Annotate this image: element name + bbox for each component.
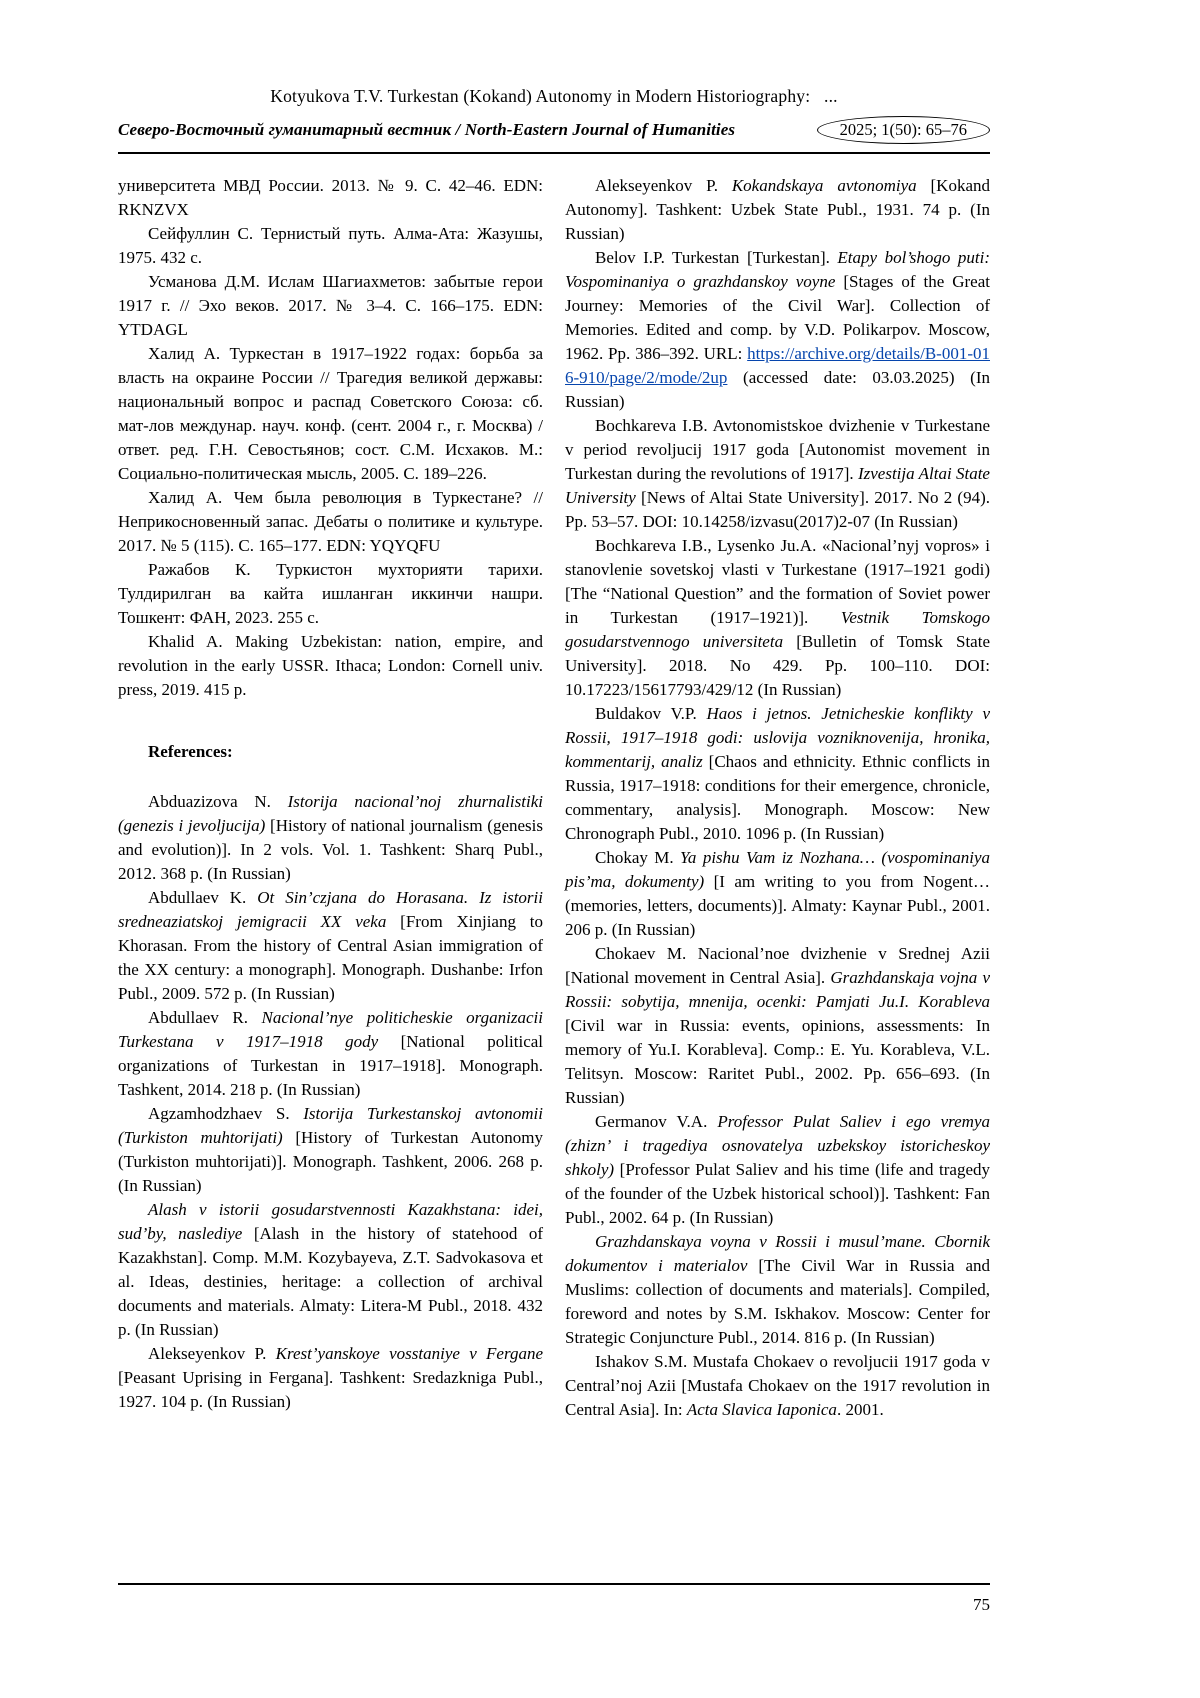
reference-url-link[interactable]: https://archive.org/details/B-001-016-910/page/2/mode/2up xyxy=(565,344,990,387)
reference-entry xyxy=(118,1006,543,1102)
reference-text: Chokay M. xyxy=(595,848,681,867)
reference-title-italic: Kokandskaya avtonomiya xyxy=(731,176,917,195)
page-header xyxy=(118,86,990,154)
reference-text: Alekseyenkov P. xyxy=(148,1344,276,1363)
reference-text: Agzamhodzhaev S. xyxy=(148,1104,304,1123)
reference-entry xyxy=(118,222,543,270)
reference-title-italic: Ot Sin’czjana do Horasana. Iz istorii sredneaziatskoj jemigracii XX veka xyxy=(118,888,543,931)
reference-entry xyxy=(118,342,543,486)
reference-title-italic: Grazhdanskaja vojna v Rossii: sobytija, mnenija, ocenki: Pamjati Ju.I. Korableva xyxy=(565,968,990,1011)
reference-entry xyxy=(118,486,543,558)
reference-text: Abdullaev K. xyxy=(148,888,258,907)
reference-title-italic: Acta Slavica Iaponica xyxy=(686,1400,837,1419)
reference-entry xyxy=(565,702,990,846)
reference-text: [Peasant Uprising in Fergana]. Tashkent: Sredazkniga Publ., 1927. 104 p. (In Russian) xyxy=(118,1368,543,1411)
reference-title-italic: Haos i jetnos. Jetnicheskie konflikty v Rossii, 1917–1918 godi: uslovija vozniknovenija, hronika, kommentarij, analiz xyxy=(565,704,990,771)
reference-text: [Bulletin of Tomsk State University]. 2018. No 429. Pp. 100–110. DOI: 10.17223/15617793/429/12 (In Russian) xyxy=(565,632,990,699)
reference-text: [National political organizations of Turkestan in 1917–1918]. Monograph. Tashkent, 2014. 218 p. (In Russian) xyxy=(118,1032,544,1099)
reference-text: Abduazizova N. xyxy=(148,792,288,811)
reference-entry xyxy=(118,790,543,886)
reference-entry xyxy=(565,174,990,246)
reference-entry xyxy=(118,630,543,702)
reference-text: [Civil war in Russia: events, opinions, assessments: In memory of Yu.I. Korableva]. Comp.: E. Yu. Korableva, V.L. Telitsyn. Moscow: Raritet Publ., 2002. Pp. 656–693. (In Russian) xyxy=(565,1016,990,1107)
journal-title: Северо-Восточный гуманитарный вестник / North-Eastern Journal of Humanities xyxy=(118,120,736,139)
page-number: 75 xyxy=(973,1595,990,1614)
reference-title-italic: Professor Pulat Saliev i ego vremya (zhizn’ i tragediya osnovatelya uzbekskoy istoricheskoy shkoly) xyxy=(565,1112,990,1179)
reference-text: Alekseyenkov P. xyxy=(595,176,732,195)
reference-entry xyxy=(565,534,990,702)
reference-text: Abdullaev R. xyxy=(148,1008,262,1027)
reference-text: Усманова Д.М. Ислам Шагиахметов: забытые герои 1917 г. // Эхо веков. 2017. № 3–4. С. 166–175. EDN: YTDAGL xyxy=(118,272,543,339)
journal-row xyxy=(118,116,990,144)
reference-text: Халид А. Чем была революция в Туркестане? // Неприкосновенный запас. Дебаты о политике и культуре. 2017. № 5 (115). С. 165–177. EDN: YQYQFU xyxy=(118,488,543,555)
reference-text: [Stages of the Great Journey: Memories of the Civil War]. Collection of Memories. Edited and comp. by V.D. Polikarpov. Moscow, 1962. Pp. 386–392. URL: xyxy=(565,272,990,363)
reference-text: [News of Altai State University]. 2017. No 2 (94). Pp. 53–57. DOI: 10.14258/izvasu(2017)2-07 (In Russian) xyxy=(565,488,990,531)
left-column xyxy=(118,174,543,1422)
reference-entry xyxy=(118,1198,543,1342)
reference-text: [Chaos and ethnicity. Ethnic conflicts in Russia, 1917–1918: conditions for their emergence, chronicle, commentary, analysis]. Monograph. Moscow: New Chronograph Publ., 2010. 1096 p. (In Russian) xyxy=(565,752,990,843)
reference-text: . 2001. xyxy=(836,1400,884,1419)
reference-entry xyxy=(565,1230,990,1350)
reference-entry xyxy=(118,886,543,1006)
reference-text: [History of Turkestan Autonomy (Turkiston muhtorijati)]. Monograph. Tashkent, 2006. 268 p. (In Russian) xyxy=(118,1128,543,1195)
reference-text: Bochkareva I.B. Avtonomistskoe dvizhenie v Turkestane v period revoljucij 1917 goda [Autonomist movement in Turkestan during the revolutions of 1917]. xyxy=(565,416,990,483)
two-column-body xyxy=(118,174,990,1422)
reference-text: [I am writing to you from Nogent… (memories, letters, documents)]. Almaty: Kaynar Publ., 2001. 206 p. (In Russian) xyxy=(565,872,990,939)
reference-text: Chokaev M. Nacional’noe dvizhenie v Srednej Azii [National movement in Central Asia]. xyxy=(565,944,990,987)
reference-text: [Alash in the history of statehood of Kazakhstan]. Comp. M.M. Kozybayeva, Z.T. Sadvokasova et al. Ideas, destinies, heritage: a collection of archival documents and materials. Almaty: Litera-M Publ., 2018. 432 p. (In Russian) xyxy=(118,1224,543,1339)
right-column xyxy=(565,174,990,1422)
reference-entry xyxy=(565,846,990,942)
page-footer xyxy=(118,1583,990,1615)
reference-title-italic: Nacional’nye politicheskie organizacii Turkestana v 1917–1918 gody xyxy=(118,1008,543,1051)
reference-title-italic: Ya pishu Vam iz Nozhana… (vospominaniya pis’ma, dokumenty) xyxy=(565,848,990,891)
reference-text: Сейфуллин С. Тернистый путь. Алма-Ата: Жазушы, 1975. 432 с. xyxy=(118,224,543,267)
reference-title-italic: Istorija nacional’noj zhurnalistiki (genezis i jevoljucija) xyxy=(118,792,543,835)
reference-title-italic: Etapy bol’shogo puti: Vospominaniya o grazhdanskoy voyne xyxy=(565,248,990,291)
references-heading xyxy=(118,740,543,764)
reference-entry xyxy=(565,942,990,1110)
reference-text: Belov I.P. Turkestan [Turkestan]. xyxy=(595,248,838,267)
reference-entry xyxy=(565,246,990,414)
reference-text: [From Xinjiang to Khorasan. From the history of Central Asian immigration of the XX century: a monograph]. Monograph. Dushanbe: Irfon Publ., 2009. 572 p. (In Russian) xyxy=(118,912,544,1003)
reference-title-italic: Grazhdanskaya voyna v Rossii i musul’mane. Cbornik dokumentov i materialov xyxy=(565,1232,990,1275)
reference-text: Ishakov S.M. Mustafa Chokaev o revoljucii 1917 goda v Central’noj Azii [Mustafa Chokaev on the 1917 revolution in Central Asia]. In: xyxy=(565,1352,990,1419)
reference-entry xyxy=(118,270,543,342)
header-rule xyxy=(118,152,990,154)
reference-entry xyxy=(565,1110,990,1230)
reference-entry xyxy=(565,1350,990,1422)
reference-entry xyxy=(565,414,990,534)
reference-text: References: xyxy=(148,742,233,761)
reference-entry xyxy=(118,558,543,630)
reference-text: Khalid A. Making Uzbekistan: nation, empire, and revolution in the early USSR. Ithaca; London: Cornell univ. press, 2019. 415 p. xyxy=(118,632,543,699)
reference-text: Buldakov V.P. xyxy=(595,704,707,723)
reference-text: Germanov V.A. xyxy=(595,1112,718,1131)
reference-entry xyxy=(118,174,543,222)
reference-text: университета МВД России. 2013. № 9. С. 42–46. EDN: RKNZVX xyxy=(118,176,543,219)
content-area xyxy=(118,86,990,1422)
reference-text: Bochkareva I.B., Lysenko Ju.A. «Nacional’nyj vopros» i stanovlenie sovetskoj vlasti v Turkestane (1917–1921 godi) [The “National Question” and the formation of Soviet power in Turkestan (1917–1921)]. xyxy=(565,536,990,627)
reference-title-italic: Izvestija Altai State University xyxy=(565,464,990,507)
reference-title-italic: Krest’yanskoye vosstaniye v Fergane xyxy=(275,1344,543,1363)
footer-rule xyxy=(118,1583,990,1585)
running-title: Kotyukova T.V. Turkestan (Kokand) Autonomy in Modern Historiography: ... xyxy=(270,86,838,106)
reference-entry xyxy=(118,1342,543,1414)
reference-text: [History of national journalism (genesis and evolution)]. In 2 vols. Vol. 1. Tashkent: Sharq Publ., 2012. 368 p. (In Russian) xyxy=(118,816,543,883)
reference-entry xyxy=(118,1102,543,1198)
reference-text: [The Civil War in Russia and Muslims: collection of documents and materials]. Compiled, foreword and notes by S.M. Iskhakov. Moscow: Center for Strategic Conjuncture Publ., 2014. 816 p. (In Russian) xyxy=(565,1256,990,1347)
reference-title-italic: Istorija Turkestanskoj avtonomii (Turkiston muhtorijati) xyxy=(118,1104,543,1147)
issue-badge: 2025; 1(50): 65–76 xyxy=(817,116,990,144)
reference-text: [Professor Pulat Saliev and his time (life and tragedy of the founder of the Uzbek historical school)]. Tashkent: Fan Publ., 2002. 64 p. (In Russian) xyxy=(565,1160,990,1227)
reference-title-italic: Vestnik Tomskogo gosudarstvennogo universiteta xyxy=(565,608,990,651)
reference-text: Ражабов К. Туркистон мухторияти тарихи. Тулдирилган ва кайта ишланган иккинчи нашри. Тошкент: ФАН, 2023. 255 с. xyxy=(118,560,543,627)
reference-text: (accessed date: 03.03.2025) (In Russian) xyxy=(565,368,990,411)
reference-title-italic: Alash v istorii gosudarstvennosti Kazakhstana: idei, sud’by, naslediye xyxy=(118,1200,543,1243)
reference-text: [Kokand Autonomy]. Tashkent: Uzbek State Publ., 1931. 74 p. (In Russian) xyxy=(565,176,991,243)
reference-text: Халид А. Туркестан в 1917–1922 годах: борьба за власть на окраине России // Трагедия великой державы: национальный вопрос и распад Советского Союза: сб. мат-лов междунар. науч. конф. (сент. 2004 г., г. Москва) / ответ. ред. Г.Н. Севостьянов; сост. С.М. Исхаков. М.: Социально-политическая мысль, 2005. С. 189–226. xyxy=(118,344,543,483)
